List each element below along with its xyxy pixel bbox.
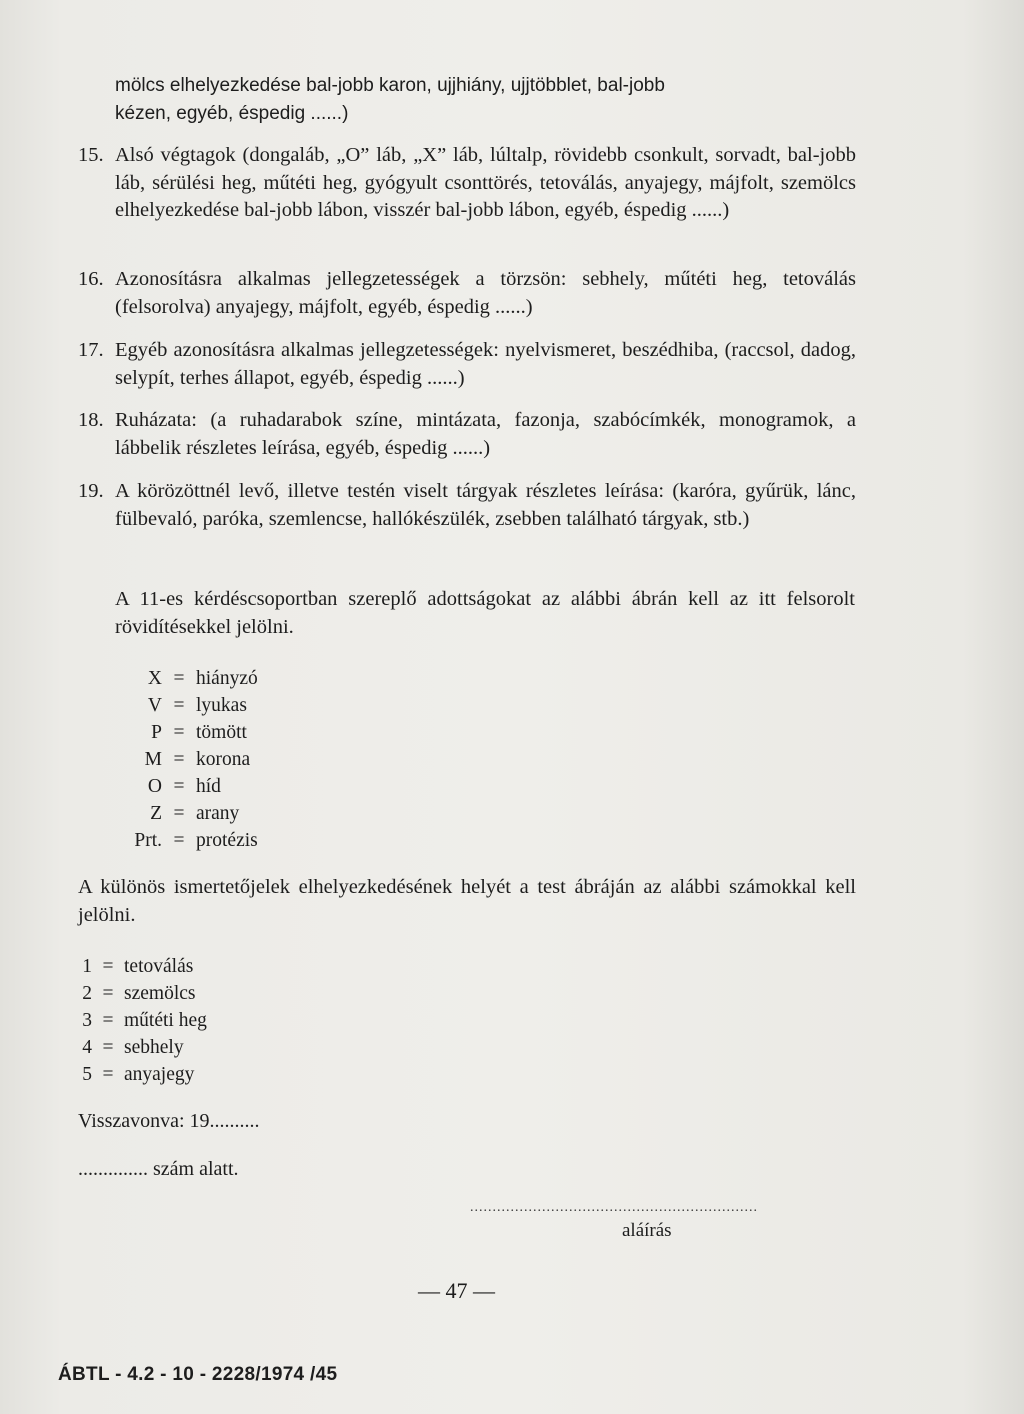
item-number: 19. — [78, 480, 104, 502]
marks-instruction-paragraph: A különös ismertetőjelek elhelyezkedésének helyét a test ábráján az alábbi számokkal kell jelölni. — [78, 876, 856, 926]
legend-row: Prt. = protézis — [110, 827, 370, 854]
item-text: A körözöttnél levő, illetve testén viselt tárgyak részletes leírása: (karóra, gyűrük, lánc, fülbevaló, paróka, szemlencse, hallókészülék, zsebben található tárgyak, stb.) — [115, 480, 856, 530]
legend-code: X — [147, 668, 162, 689]
legend-row: 4 = sebhely — [78, 1034, 207, 1061]
item-text: Azonosításra alkalmas jellegzetességek a törzsön: sebhely, műtéti heg, tetoválás (felsorolva) anyajegy, májfolt, egyéb, éspedig ......) — [115, 268, 856, 318]
signature-dots: ................................................................ — [470, 1200, 758, 1215]
legend-row: Z = arany — [110, 800, 370, 827]
legend-code: 4 — [82, 1037, 92, 1058]
list-item-16 — [78, 266, 856, 321]
dental-instruction-paragraph: A 11-es kérdéscsoportban szereplő adottságokat az alábbi ábrán kell az itt felsorolt rövidítésekkel jelölni. — [115, 588, 855, 638]
archive-code: ÁBTL - 4.2 - 10 - 2228/1974 /45 — [58, 1364, 338, 1385]
intro-line-1: mölcs elhelyezkedése bal-jobb karon, ujjhiány, ujjtöbblet, bal-jobb — [115, 75, 665, 96]
marks-legend — [78, 953, 207, 1088]
legend-label: arany — [196, 803, 240, 824]
item-text: Egyéb azonosításra alkalmas jellegzetességek: nyelvismeret, beszédhiba, (raccsol, dadog, selypít, terhes állapot, egyéb, éspedig ......) — [115, 339, 856, 389]
legend-row: V = lyukas — [110, 692, 370, 719]
legend-code: 3 — [82, 1010, 92, 1031]
legend-code: Z — [150, 803, 162, 824]
number-line: .............. szám alatt. — [78, 1158, 239, 1180]
legend-code: 1 — [82, 956, 92, 977]
signature-label: aláírás — [622, 1220, 672, 1241]
item-number: 15. — [78, 144, 104, 166]
legend-code: Prt. — [134, 830, 162, 851]
item-number: 17. — [78, 339, 104, 361]
legend-label: anyajegy — [124, 1064, 195, 1085]
revoked-line: Visszavonva: 19.......... — [78, 1110, 260, 1132]
legend-row: 2 = szemölcs — [78, 980, 207, 1007]
item-text: Alsó végtagok (dongaláb, „O” láb, „X” láb, lúltalp, rövidebb csonkult, sorvadt, bal-jobb láb, sérülési heg, műtéti heg, gyógyult csonttörés, tetoválás, anyajegy, májfolt, szemölcs elhelyezkedése bal-jobb lábon, visszér bal-jobb lábon, egyéb, éspedig ......) — [115, 144, 856, 221]
legend-label: korona — [196, 749, 251, 770]
item-text: Ruházata: (a ruhadarabok színe, mintázata, fazonja, szabócímkék, monogramok, a lábbelik részletes leírása, egyéb, éspedig ......) — [115, 409, 856, 459]
legend-row: M = korona — [110, 746, 370, 773]
intro-line-2: kézen, egyéb, éspedig ......) — [115, 102, 349, 124]
list-item-18 — [78, 407, 856, 462]
legend-label: sebhely — [124, 1037, 184, 1058]
legend-code: M — [144, 749, 162, 770]
legend-label: lyukas — [196, 695, 247, 716]
legend-code: V — [147, 695, 162, 716]
intro-text — [115, 72, 855, 127]
legend-label: hiányzó — [196, 668, 258, 689]
list-item-17 — [78, 337, 856, 392]
legend-code: 5 — [82, 1064, 92, 1085]
legend-row: 1 = tetoválás — [78, 953, 207, 980]
legend-row: P = tömött — [110, 719, 370, 746]
legend-label: szemölcs — [124, 983, 196, 1004]
dental-legend — [110, 665, 370, 854]
page-number: — 47 — — [418, 1278, 495, 1303]
legend-code: 2 — [82, 983, 92, 1004]
legend-label: tömött — [196, 722, 247, 743]
legend-label: protézis — [196, 830, 258, 851]
legend-label: tetoválás — [124, 956, 194, 977]
legend-code: P — [151, 722, 162, 743]
list-item-15 — [78, 142, 856, 225]
item-number: 18. — [78, 409, 104, 431]
list-item-19 — [78, 478, 856, 533]
legend-row: O = híd — [110, 773, 370, 800]
legend-row: X = hiányzó — [110, 665, 370, 692]
legend-row: 5 = anyajegy — [78, 1061, 207, 1088]
item-number: 16. — [78, 268, 104, 290]
legend-label: híd — [196, 776, 221, 797]
legend-code: O — [147, 776, 162, 797]
legend-row: 3 = műtéti heg — [78, 1007, 207, 1034]
legend-label: műtéti heg — [124, 1010, 207, 1031]
